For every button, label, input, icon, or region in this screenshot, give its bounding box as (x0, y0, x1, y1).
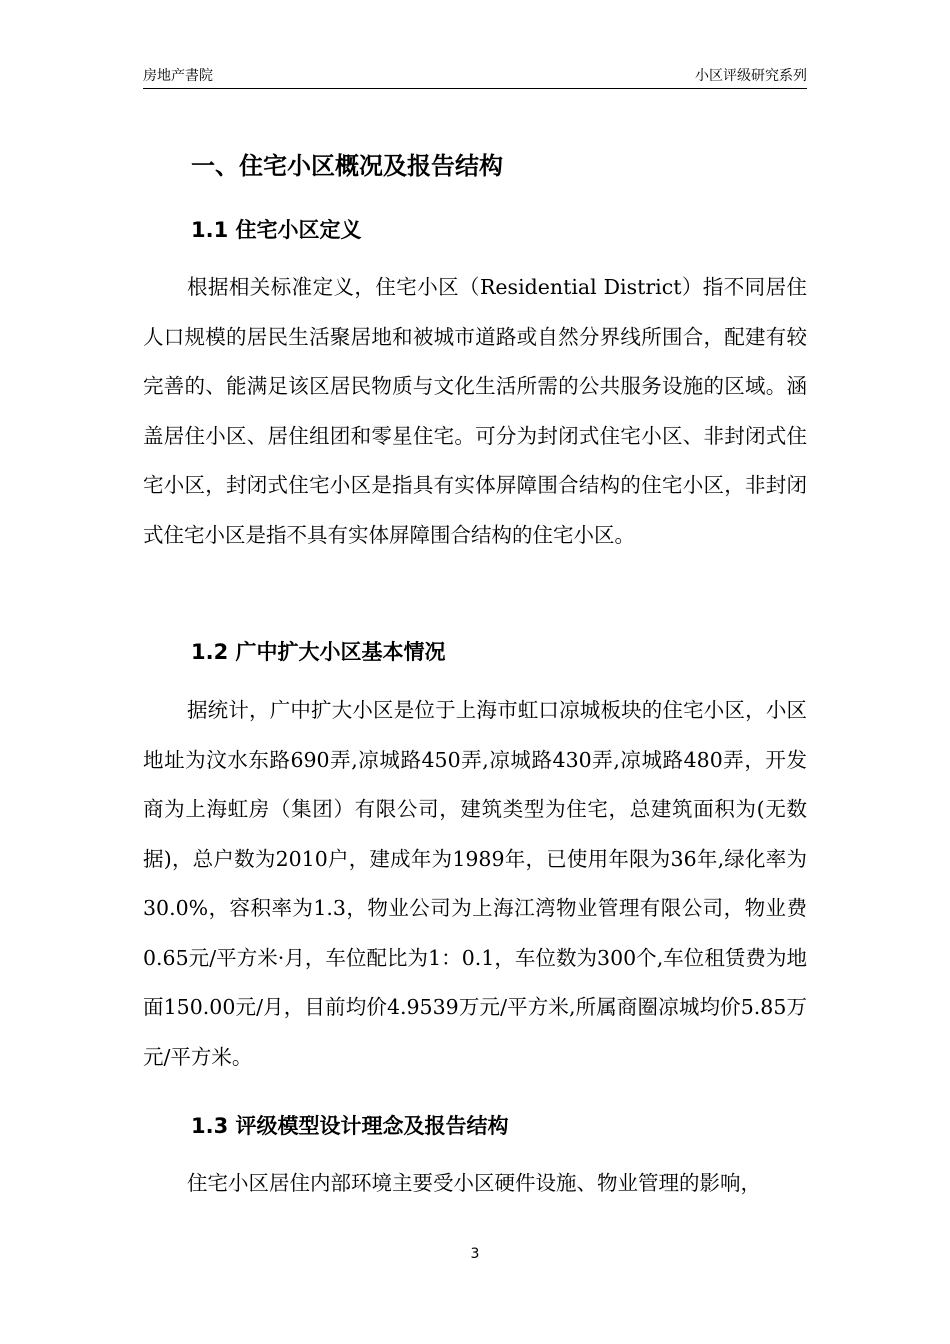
page-header (143, 66, 807, 89)
header-publisher: 房地产書院 (143, 68, 213, 84)
section-heading: 一、住宅小区概况及报告结构 (191, 152, 503, 180)
subsection-heading-1-3: 1.3 评级模型设计理念及报告结构 (191, 1114, 509, 1138)
paragraph-basic-info: 据统计，广中扩大小区是位于上海市虹口凉城板块的住宅小区，小区地址为汶水东路690弄,凉城路450弄,凉城路430弄,凉城路480弄，开发商为上海虹房（集团）有限公司，建筑类型为住宅，总建筑面积为(无数据)，总户数为2010户，建成年为1989年，已使用年限为36年,绿化率为30.0%，容积率为1.3，物业公司为上海江湾物业管理有限公司，物业费0.65元/平方米·月，车位配比为1：0.1，车位数为300个,车位租赁费为地面150.00元/月，目前均价4.9539万元/平方米,所属商圈凉城均价5.85万元/平方米。 (143, 698, 807, 1069)
paragraph-definition: 根据相关标准定义，住宅小区（Residential District）指不同居住人口规模的居民生活聚居地和被城市道路或自然分界线所围合，配建有较完善的、能满足该区居民物质与文化生活所需的公共服务设施的区域。涵盖居住小区、居住组团和零星住宅。可分为封闭式住宅小区、非封闭式住宅小区，封闭式住宅小区是指具有实体屏障围合结构的住宅小区，非封闭式住宅小区是指不具有实体屏障围合结构的住宅小区。 (143, 275, 807, 547)
subsection-heading-1-1: 1.1 住宅小区定义 (191, 218, 362, 242)
header-series-title: 小区评级研究系列 (695, 68, 807, 84)
paragraph-model-design: 住宅小区居住内部环境主要受小区硬件设施、物业管理的影响， (187, 1171, 761, 1195)
subsection-heading-1-2: 1.2 广中扩大小区基本情况 (191, 640, 446, 664)
page-number: 3 (470, 1246, 480, 1262)
